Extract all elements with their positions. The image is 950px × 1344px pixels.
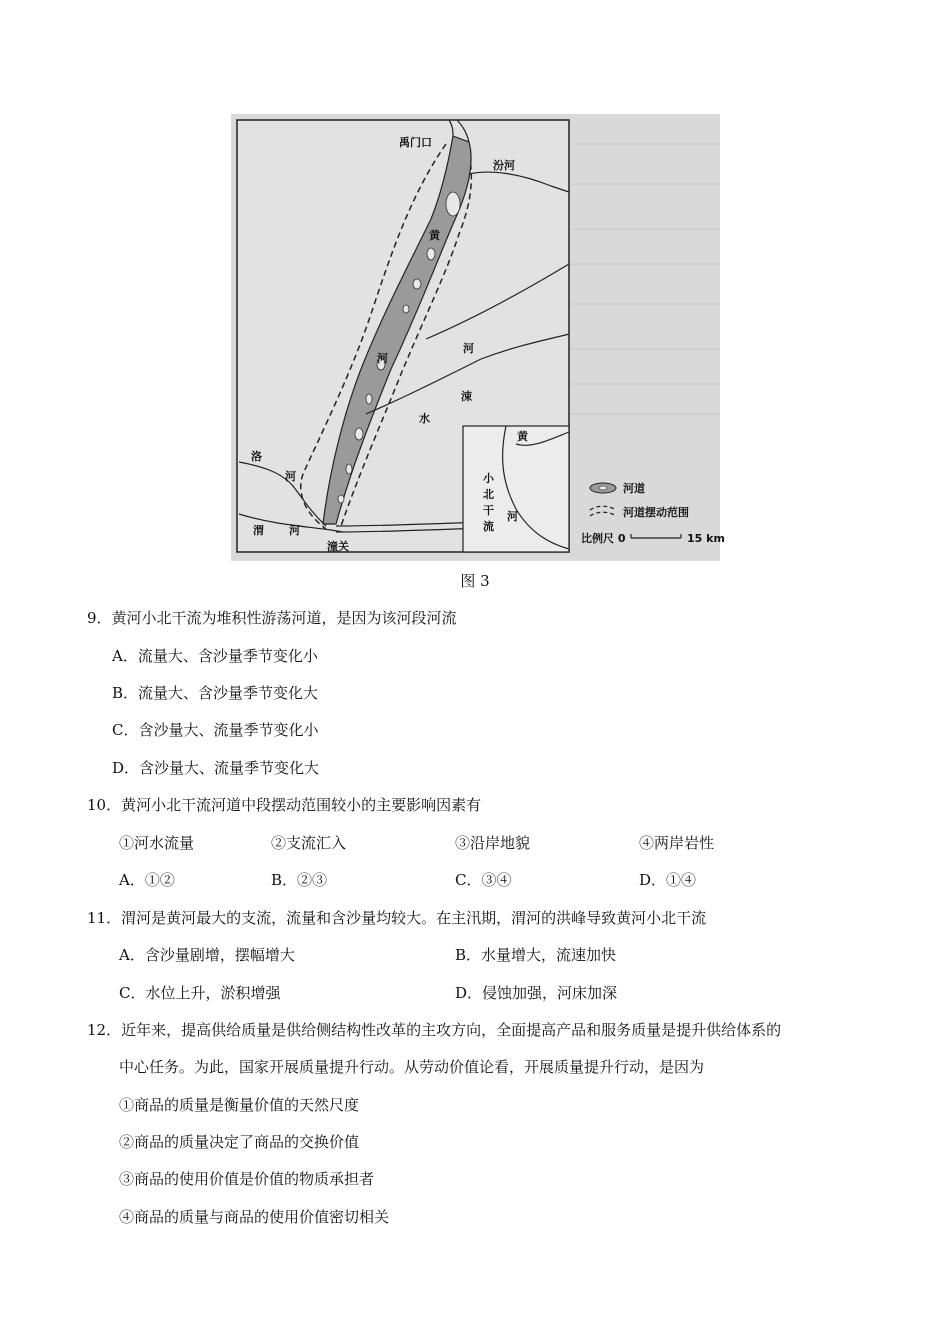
- q10-option-b: B．②③: [271, 871, 328, 889]
- q11-option-b: B．水量增大，流速加快: [455, 946, 617, 964]
- q11-option-c: C．水位上升，淤积增强: [119, 984, 281, 1002]
- label-weihe: 河: [289, 524, 300, 537]
- q11-stem: 11．渭河是黄河最大的支流，流量和含沙量均较大。在主汛期，渭河的洪峰导致黄河小北干流: [87, 909, 707, 927]
- q9-stem: 9．黄河小北干流为堆积性游荡河道，是因为该河段河流: [87, 609, 457, 627]
- label-he: 河: [377, 352, 388, 365]
- label-luohe: 河: [285, 470, 296, 483]
- label-tongguan: 潼关: [327, 540, 349, 553]
- inset-map: [463, 426, 569, 552]
- inset-label-3: 干: [483, 504, 494, 517]
- label-heshui: 河: [463, 342, 474, 355]
- inset-label-4: 流: [483, 520, 494, 533]
- scale-value: 15 km: [687, 532, 725, 545]
- legend-range-label: 河道摆动范围: [623, 506, 689, 519]
- map-svg: [231, 114, 725, 561]
- q12-stem-line1: 12．近年来，提高供给质量是供给侧结构性改革的主攻方向，全面提高产品和服务质量是提升供给体系的: [87, 1021, 782, 1039]
- label-luo: 洛: [251, 450, 262, 463]
- q10-option-d: D．①④: [639, 871, 697, 889]
- q10-item-3: ③沿岸地貌: [455, 834, 531, 852]
- q12-item-2: ②商品的质量决定了商品的交换价值: [119, 1133, 360, 1151]
- q10-item-2: ②支流汇入: [271, 834, 347, 852]
- scale-label: 比例尺 0: [581, 532, 626, 545]
- q10-option-a: A．①②: [119, 871, 175, 889]
- q10-option-c: C．③④: [455, 871, 512, 889]
- inset-label-1: 小: [483, 472, 494, 485]
- label-yumenkou: 禹门口: [399, 136, 432, 149]
- inset-label-2: 北: [483, 488, 494, 501]
- q9-option-d: D．含沙量大、流量季节变化大: [112, 759, 320, 777]
- map-figure: [231, 114, 725, 561]
- q12-item-3: ③商品的使用价值是价值的物质承担者: [119, 1170, 375, 1188]
- q10-item-4: ④两岸岩性: [639, 834, 715, 852]
- q12-stem-line2: 中心任务。为此，国家开展质量提升行动。从劳动价值论看，开展质量提升行动，是因为: [119, 1058, 705, 1076]
- q10-stem: 10．黄河小北干流河道中段摆动范围较小的主要影响因素有: [87, 796, 482, 814]
- q10-item-1: ①河水流量: [119, 834, 195, 852]
- label-fen: 汾河: [493, 159, 515, 172]
- figure-caption: 图 3: [460, 572, 490, 590]
- q12-item-4: ④商品的质量与商品的使用价值密切相关: [119, 1208, 390, 1226]
- q9-option-c: C．含沙量大、流量季节变化小: [112, 721, 319, 739]
- q11-option-d: D．侵蚀加强，河床加深: [455, 984, 618, 1002]
- q9-option-a: A．流量大、含沙量季节变化小: [112, 647, 318, 665]
- q9-option-b: B．流量大、含沙量季节变化大: [112, 684, 319, 702]
- label-su: 涑: [461, 390, 472, 403]
- q11-option-a: A．含沙量剧增，摆幅增大: [119, 946, 295, 964]
- inset-huang: 黄: [517, 430, 528, 443]
- inset-he: 河: [507, 510, 518, 523]
- label-wei: 渭: [253, 524, 264, 537]
- q12-item-1: ①商品的质量是衡量价值的天然尺度: [119, 1096, 360, 1114]
- label-shui: 水: [419, 412, 430, 425]
- label-huang: 黄: [429, 229, 440, 242]
- legend-channel-label: 河道: [623, 482, 645, 495]
